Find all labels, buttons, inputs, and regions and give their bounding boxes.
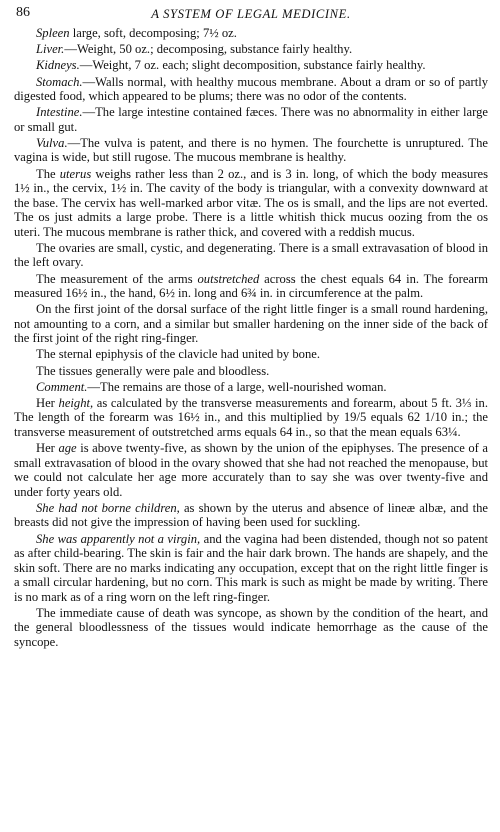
paragraph — [14, 347, 488, 362]
page-number: 86 — [16, 5, 30, 20]
paragraph — [14, 441, 488, 499]
paragraph — [14, 105, 488, 134]
italic-run: outstretched — [197, 271, 260, 286]
italic-run: Liver. — [36, 42, 65, 57]
text-run: —The vulva is patent, and there is no hymen. The fourchette is unruptured. The vagina is wide, but still rugose. The mucous membrane is healthy. — [14, 135, 488, 165]
paragraph — [14, 26, 488, 41]
paragraph — [14, 501, 488, 530]
italic-run: Vulva. — [36, 135, 68, 150]
text-run: —The large intestine contained fæces. There was no abnormality in either large or small gut. — [14, 105, 488, 134]
paragraph — [14, 167, 488, 240]
italic-run: Stomach. — [36, 74, 83, 89]
page-header — [14, 4, 488, 26]
text-run: The immediate cause of death was syncope, as shown by the condition of the heart, and the general bloodlessness of the tissues would indicate hemorrhage as the cause of the syncope. — [14, 605, 488, 649]
paragraph — [14, 272, 488, 301]
italic-run: Kidneys. — [36, 58, 80, 73]
paragraph — [14, 136, 488, 165]
text-run: The ovaries are small, cystic, and degenerating. There is a small extravasation of blood in the left ovary. — [14, 240, 488, 270]
paragraph — [14, 396, 488, 440]
italic-run: She had not borne children, — [36, 500, 180, 515]
text-run: is above twenty-five, as shown by the union of the epiphyses. The presence of a small extravasation of blood in the ovary showed that she had not reached the menopause, but we could not calculate her age more accurately than to say she was over twenty-five and under forty years old. — [14, 441, 489, 499]
italic-run: height, — [58, 395, 94, 410]
paragraph — [14, 42, 488, 57]
text-run: The sternal epiphysis of the clavicle had united by bone. — [36, 347, 320, 362]
text-run: large, soft, decomposing; 7½ oz. — [69, 26, 237, 40]
italic-run: uterus — [59, 166, 92, 181]
text-run: The tissues generally were pale and bloodless. — [36, 363, 270, 378]
text-run: as shown by the uterus and absence of lineæ albæ, and the breasts did not give the impression of having been used for suckling. — [14, 500, 489, 530]
body-text — [14, 26, 488, 649]
paragraph — [14, 364, 488, 379]
paragraph — [14, 302, 488, 346]
italic-run: Intestine. — [36, 105, 83, 120]
text-run: —Weight, 50 oz.; decomposing, substance fairly healthy. — [64, 42, 353, 57]
text-run: and the vagina had been distended, though not so patent as after child-bearing. The skin is fair and the hair dark brown. The hands are shapely, and the skin soft. There are no marks indicating any occupation, except that on the right little finger is a small circular hardening, but no corn. This mark is such as might be made by writing. There is no mark as of a ring worn on the left ring-finger. — [14, 531, 488, 604]
text-run: The — [36, 166, 60, 181]
italic-run: Comment. — [36, 379, 88, 394]
paragraph — [14, 75, 488, 104]
paragraph — [14, 606, 488, 650]
italic-run: age — [58, 441, 77, 456]
paragraph — [14, 241, 488, 270]
text-run: Her — [36, 441, 59, 456]
text-run: as calculated by the transverse measurements and forearm, about 5 ft. 3⅓ in. The length of the forearm was 16½ in., and this multiplied by 19/5 equals 62 1/10 in.; the transverse measurement of outstretched arms equals 64 in., so that the mean equals 63¼. — [14, 395, 488, 439]
running-title: A SYSTEM OF LEGAL MEDICINE. — [151, 7, 351, 21]
text-run: —Weight, 7 oz. each; slight decomposition, substance fairly healthy. — [79, 58, 426, 73]
text-run: across the chest equals 64 in. The forearm measured 16½ in., the hand, 6½ in. long and 6¾ in. in circumference at the palm. — [14, 271, 488, 300]
text-run: On the first joint of the dorsal surface of the right little finger is a small round hardening, not amounting to a corn, and a similar but smaller hardening on the inner side of the back of the first joint of the right ring-finger. — [14, 302, 488, 346]
text-run: —The remains are those of a large, well-nourished woman. — [87, 379, 387, 394]
paragraph — [14, 58, 488, 73]
paragraph — [14, 380, 488, 395]
text-run: —Walls normal, with healthy mucous membrane. About a dram or so of partly digested food, which appeared to be plums; there was no odor of the contents. — [14, 74, 488, 104]
italic-run: She was apparently not a virgin, — [36, 531, 201, 546]
paragraph — [14, 532, 488, 605]
text-run: Her — [36, 395, 59, 410]
italic-run: Spleen — [36, 26, 70, 40]
text-run: The measurement of the arms — [36, 271, 198, 286]
text-run: weighs rather less than 2 oz., and is 3 in. long, of which the body measures 1½ in., the cervix, 1½ in. The cavity of the body is triangular, with a convexity downward at the base. The cervix has well-marked arbor vitæ. The os is small, and the lips are not everted. The os just admits a large probe. There is a little whitish thick mucus oozing from the os uteri. The mucous membrane is rather thick, and covered with a reddish mucus. — [14, 166, 489, 239]
